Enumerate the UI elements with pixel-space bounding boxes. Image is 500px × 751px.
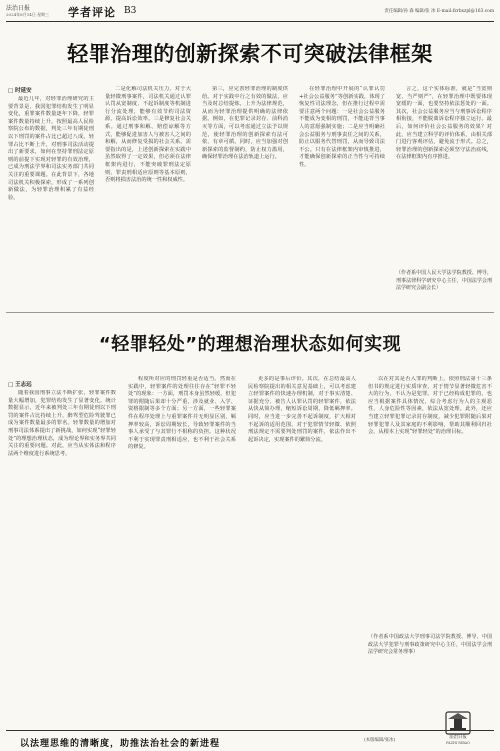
- logo-text: 法治日报: [449, 735, 467, 740]
- article1-column-1: 最近几年，对轻罪治理研究的主要背景是，我国犯罪结构发生了明显变化，重罪案件数量逐年下降，轻罪案件数量持续上升。按照最高人民检察院公布的数据，判处三年有期徒刑以下刑罚的案件占比已超过八成。轻罪占比不断上升，对刑事司法活动提出了新要求，如何在坚持罪刑法定原则的前提下实现对轻罪的有效治理，已成为刑法学界和司法实务部门共同关注的重要课题。在此背景下，各地司法机关积极探索，形成了一系列创新做法，为轻罪治理积累了有益经验。: [8, 96, 94, 201]
- article2-column-3: 更多的是事后评价。其次，在总结最高人民检察院提出的相关意见基础上，可以考虑建立轻罪案件的快速办理机制，对于事实清楚、证据充分、被告人认罪认罚的轻罪案件，依法从快从简办理，缩短诉讼周期，降低羁押率。同时，应当进一步完善不起诉制度，扩大相对不起诉的适用范围，对于犯罪情节轻微、依照刑法规定不需要判处刑罚的案件，依法作出不起诉决定，实现案件的繁简分流。: [248, 376, 356, 443]
- article2-column-2: 程度所对应的刑罚轻重是否适当。然而在实践中，轻罪案件的处理往往存在“轻罪不轻处”的现象：一方面，刑罚本身虽然轻缓，但犯罪的附随后果却十分严重，涉及就业、入学、资格限制等多个方面；另一方面，一些轻罪案件在程序处理上与重罪案件并无明显区别，羁押率较高，诉讼周期较长，导致轻罪案件的当事人承受了与其罪行不相称的负担。这种状况不利于实现罪责刑相适应，也不利于社会关系的修复。: [128, 376, 236, 451]
- section-title: 学者评论: [68, 6, 116, 19]
- article1-column-3: 第三，应完善轻罪治理的制度供给。对于实践中行之有效的做法，应当及时总结提炼，上升为法律规范，从而为轻罪治理提供明确的法律依据。例如，在犯罪记录封存、前科消灭等方面，可以考虑通过立法予以规范，使轻罪治理的创新探索有法可依、有章可循。同时，应当加强对创新探索的监督制约，防止权力滥用，确保轻罪治理在法治轨道上运行。: [202, 86, 288, 161]
- article1-byline: □ 时延安: [8, 88, 32, 94]
- date-line: 2024年8月14日 星期三: [6, 12, 50, 17]
- editors-line: 责任编辑/孙 森 编辑/张 冰 E-mail:fzrbxzpl@163.com: [384, 9, 494, 14]
- article2-title: “轻罪轻处”的理想治理状态如何实现: [98, 334, 402, 355]
- article1-author-note: （作者系中国人民大学法学院教授、博导，刑事法律科学研究中心主任，中国法学会刑法学研究会副会长）: [396, 270, 492, 291]
- article2-byline: □ 王志远: [8, 382, 32, 388]
- article1-title: 轻罪治理的创新探索不可突破法律框架: [67, 42, 433, 66]
- footer-rule: [6, 730, 494, 731]
- article1-column-5: 言之，这个实体标准，就是“当宽则宽、当严则严”，在轻罪治理中既要体现宽缓的一面，也要坚持依法惩处的一面。其次，社会公益服务应当与刑事诉讼程序相衔接，不能脱离诉讼程序独立运行。最后，如何评价社会公益服务的效果？对此，应当建立科学的评价体系，由相关部门进行客观评估，避免流于形式。总之，轻罪治理的创新探索必须坚守法治底线，在法律框架内有序推进。: [396, 86, 492, 161]
- article2-author-note: （作者系中国政法大学刑事司法学院教授、博导，中国政法大学犯罪与刑事政策研究中心主任，中国法学会刑法学研究会常务理事）: [368, 634, 492, 655]
- editor-sign: (本版编辑/张冰): [364, 738, 396, 743]
- article2-column-4: 以在对其是否入罪的判断上，依照刑法第十三条但书的规定进行实质审查，对于情节显著轻微危害不大的行为，不认为是犯罪。对于已经构成犯罪的，也应当根据案件具体情况，综合考虑行为人的主观恶性、人身危险性等因素，依法从宽处理。此外，还应当建立轻罪犯罪记录封存制度，减少犯罪附随后果对轻罪犯罪人及其家庭的不利影响，帮助其顺利回归社会，从根本上实现“轻罪轻处”的治理目标。: [368, 376, 492, 436]
- page-number: B3: [124, 6, 137, 16]
- masthead-rule: [6, 21, 494, 22]
- logo-subtext: FAZHI RIBAO: [446, 741, 470, 745]
- article1-column-4: 在轻罪治理中开展的“认罪认罚+社会公益服务”等创新实践，体现了恢复性司法理念，但在推行过程中需要注意两个问题：一是社会公益服务不能成为变相的刑罚，不能违背当事人的意愿强制实施；二是应当明确社会公益服务与刑事责任之间的关系，防止以服务代替刑罚，从而导致司法不公。只有在法律框架内审慎推进，才能确保创新探索的正当性与可持续性。: [299, 86, 385, 168]
- article2-column-1: 随着我国刑事立法不断扩张，轻罪案件数量大幅增加，犯罪结构发生了显著变化。统计数据显示，近年来被判处三年有期徒刑以下刑罚的案件占比持续上升，醉驾型危险驾驶罪已成为案件数量最多的罪名。轻罪数量的增加对刑事司法体系提出了新挑战，如何实现“轻罪轻处”的理想治理状态，成为理论界和实务界共同关注的重要问题。对此，应当从实体法和程序法两个维度进行系统思考。: [8, 390, 116, 457]
- paper-name: 法治日报: [6, 5, 31, 12]
- article1-column-2: 二是化解司法机关压力。对于大量轻微刑事案件，司法机关通过认罪认罚从宽制度、不起诉制度等机制进行分流处理，能够有效节约司法资源，提高诉讼效率。三是修复社会关系。通过刑事和解、赔偿谅解等方式，能够促进加害人与被害人之间的和解，从而修复受损的社会关系。需要指出的是，上述创新探索在实践中虽然取得了一定效果，但必须在法律框架内进行，不能突破罪刑法定原则、罪责刑相适应原则等基本原则，否则将损害法治的统一性和权威性。: [105, 86, 191, 184]
- masthead: [0, 0, 500, 22]
- footer-slogan: 以法理思维的清晰度，助推法治社会的新进程: [20, 739, 221, 749]
- article-divider: [6, 312, 494, 313]
